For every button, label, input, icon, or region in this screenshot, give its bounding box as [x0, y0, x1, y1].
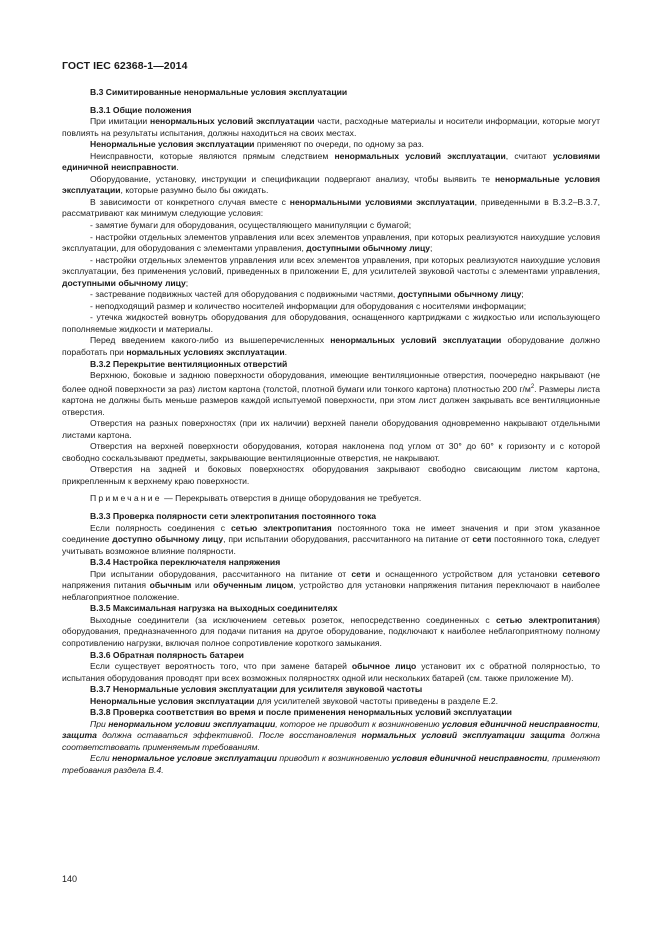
subsection-title: В.3.1 Общие положения: [90, 104, 192, 115]
list-item: - застревание подвижных частей для оборудования с подвижными частями, доступными обычному лицу;: [90, 289, 524, 300]
subsection-title: В.3.5 Максимальная нагрузка на выходных соединителях: [90, 603, 338, 614]
list-item: - утечка жидкостей вовнутрь оборудования для оборудования, оснащенного картриджами с жидкостью или использующего пополняемые жидкости и материалы.: [62, 312, 600, 334]
paragraph: Отверстия на задней и боковых поверхностях оборудования закрывают свободно свисающим листом картона, прикрепленным к верхнему краю поверхности.: [62, 464, 600, 486]
list-item: - настройки отдельных элементов управления или всех элементов управления, при которых реализуются наихудшие условия эксплуатации, без применения условий, приведенных в приложении Е, для усилителей звуковой частоты с элементами управления, доступными обычному лицу;: [62, 254, 600, 288]
subsection-title: В.3.2 Перекрытие вентиляционных отверстий: [90, 358, 288, 369]
page-number: 140: [62, 874, 78, 884]
note: Примечание — Перекрывать отверстия в днище оборудования не требуется.: [90, 493, 422, 504]
paragraph: В зависимости от конкретного случая вместе с ненормальными условиями эксплуатации, приведенными в В.3.2–В.3.7, рассматривают как минимум следующие условия:: [62, 196, 600, 219]
paragraph: Ненормальные условия эксплуатации для усилителей звуковой частоты приведены в разделе Е.2.: [90, 695, 499, 706]
paragraph: Неисправности, которые являются прямым следствием ненормальных условий эксплуатации, считают условиями единичной неисправности.: [62, 150, 601, 173]
subsection-title: В.3.7 Ненормальные условия эксплуатации для усилителя звуковой частоты: [90, 684, 423, 695]
list-item: - неподходящий размер и количество носителей информации для оборудования с носителями информации;: [90, 300, 527, 311]
paragraph: Отверстия на разных поверхностях (при их наличии) верхней панели оборудования одновременно накрывают отдельными листами картона.: [62, 418, 600, 440]
paragraph: Верхнюю, боковые и заднюю поверхности оборудования, имеющие вентиляционные отверстия, поочередно накрывают (не более одной поверхности за раз) листом картона (толстой, плотной бумаги или тонкого картона) плотностью 200 $г/м^2$. Размеры листа картона не должны быть меньше размеров каждой испытуемой поверхности, при этом лист должен закрывать все вентиляционные отверстия.: [62, 370, 601, 417]
paragraph: Отверстия на верхней поверхности оборудования, которая наклонена под углом от 30° до 60° к горизонту и с которой свободно соскальзывают предметы, закрывающие вентиляционные отверстия, не накрывают.: [62, 441, 600, 463]
paragraph: Если полярность соединения с сетью электропитания постоянного тока не имеет значения и при этом указанное соединение доступно обычному лицу, при испытании оборудования, рассчитанного на питание от сети постоянного тока, следует учитывать возможное влияние полярности.: [62, 522, 601, 556]
subsection-title: В.3.6 Обратная полярность батареи: [90, 649, 244, 660]
paragraph: При ненормальном условии эксплуатации, которое не приводит к возникновению условия единичной неисправности, защита должна оставаться эффективной. После восстановления нормальных условий эксплуатации защита должна соответствовать применяемым требованиям.: [62, 718, 601, 752]
note-label: Примечание: [90, 493, 162, 504]
page-header: ГОСТ IEC 62368-1—2014: [62, 60, 188, 72]
paragraph: При имитации ненормальных условий эксплуатации части, расходные материалы и носители информации, которые могут повлиять на результаты испытания, должны находиться на своих местах.: [62, 116, 601, 138]
paragraph: При испытании оборудования, рассчитанного на питание от сети и оснащенного устройством для установки сетевого напряжения питания обычным или обученным лицом, устройство для установки напряжения питания переключают в наиболее неблагоприятное положение.: [62, 568, 600, 602]
paragraph: Оборудование, установку, инструкции и спецификации подвергают анализу, чтобы выявить те ненормальные условия эксплуатации, которые разумно было бы ожидать.: [62, 173, 600, 196]
subsection-title: В.3.4 Настройка переключателя напряжения: [90, 557, 281, 568]
paragraph: Ненормальные условия эксплуатации применяют по очереди, по одному за раз.: [90, 139, 424, 150]
paragraph: Если существует вероятность того, что при замене батарей обычное лицо установит их с обратной полярностью, то испытания оборудования проводят при всех возможных полярностях одной или нескольких батарей (см. также приложение М).: [62, 661, 601, 683]
list-item: - замятие бумаги для оборудования, осуществляющего манипуляции с бумагой;: [90, 220, 412, 231]
subsection-title: В.3.3 Проверка полярности сети электропитания постоянного тока: [90, 511, 377, 521]
paragraph: Перед введением какого-либо из вышеперечисленных ненормальных условий эксплуатации оборудование должно поработать при нормальных условиях эксплуатации.: [62, 335, 600, 358]
list-item: - настройки отдельных элементов управления или всех элементов управления, при которых реализуются наихудшие условия эксплуатации, для оборудования с элементами управления, доступными обычному лицу;: [62, 231, 600, 254]
section-heading: В.3 Симитированные ненормальные условия эксплуатации: [90, 87, 348, 97]
subsection-title: В.3.8 Проверка соответствия во время и после применения ненормальных условий эксплуатации: [90, 707, 512, 718]
paragraph: Выходные соединители (за исключением сетевых розеток, непосредственно соединенных с сетью электропитания) оборудования, предназначенного для подачи питания на другое оборудование, подключают к наиболее неблагоприятному полному сопротивлению нагрузки, включая полное сопротивление короткого замыкания.: [62, 614, 600, 649]
document-body: [62, 87, 600, 777]
paragraph: Если ненормальное условие эксплуатации приводит к возникновению условия единичной неисправности, применяют требования раздела В.4.: [62, 753, 600, 776]
